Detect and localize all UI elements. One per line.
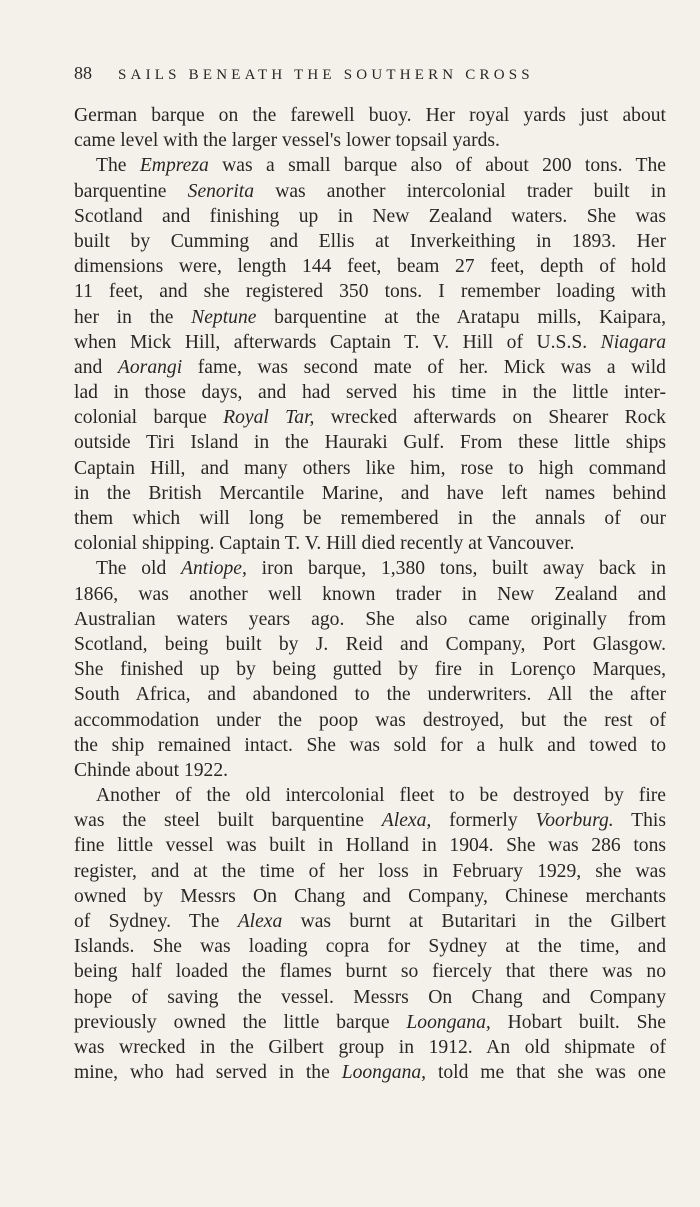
text-line: South Africa, and abandoned to the underwriters. All the after (74, 684, 666, 706)
ship-name: Senorita (187, 180, 255, 202)
body-text (74, 103, 666, 1085)
text-line: the ship remained intact. She was sold for a hulk and towed to (74, 734, 666, 756)
text-line: her in the Neptune barquentine at the Aratapu mills, Kaipara, (74, 306, 666, 328)
text-line: She finished up by being gutted by fire in Lorenço Marques, (74, 659, 666, 681)
text-line: 11 feet, and she registered 350 tons. I remember loading with (74, 281, 666, 303)
text-line: Captain Hill, and many others like him, rose to high command (74, 457, 666, 479)
ship-name: Alexa (237, 911, 283, 932)
text-line: of Sydney. The Alexa was burnt at Butaritari in the Gilbert (74, 911, 666, 932)
text-line: them which will long be remembered in the annals of our (74, 508, 666, 529)
text-line: and Aorangi fame, was second mate of her. Mick was a wild (74, 356, 666, 378)
ship-name: Voorburg. (535, 810, 614, 832)
ship-name: Antiope, (181, 558, 247, 580)
text-line: was the steel built barquentine Alexa, formerly Voorburg. This (74, 810, 666, 832)
text-line: Australian waters years ago. She also came originally from (74, 608, 666, 630)
ship-name: Aorangi (117, 356, 183, 378)
text-line: mine, who had served in the Loongana, told me that she was one (74, 1062, 666, 1084)
text-line: Scotland and finishing up in New Zealand waters. She was (74, 205, 666, 227)
text-line: German barque on the farewell buoy. Her royal yards just about (74, 105, 666, 126)
text-line: lad in those days, and had served his time in the little inter- (74, 382, 666, 404)
text-line: Scotland, being built by J. Reid and Company, Port Glasgow. (74, 633, 666, 655)
text-line: when Mick Hill, afterwards Captain T. V. Hill of U.S.S. Niagara (74, 331, 666, 353)
ship-name: Neptune (191, 306, 257, 328)
running-title: SAILS BENEATH THE SOUTHERN CROSS (118, 67, 534, 83)
text-line: in the British Mercantile Marine, and have left names behind (74, 482, 666, 504)
text-line: was wrecked in the Gilbert group in 1912. An old shipmate of (74, 1036, 666, 1058)
text-line: fine little vessel was built in Holland in 1904. She was 286 tons (74, 835, 666, 857)
page-number: 88 (74, 63, 92, 83)
text-line: Islands. She was loading copra for Sydney at the time, and (74, 936, 666, 958)
page-header (74, 63, 642, 84)
text-line: hope of saving the vessel. Messrs On Chang and Company (74, 986, 666, 1008)
ship-name: Alexa, (381, 810, 432, 832)
ship-name: Niagara (600, 331, 666, 353)
ship-name: Royal Tar, (223, 407, 315, 429)
text-line: The Empreza was a small barque also of about 200 tons. The (96, 155, 666, 177)
text-line: previously owned the little barque Loongana, Hobart built. She (74, 1011, 666, 1033)
ship-name: Empreza (139, 155, 209, 177)
text-line: outside Tiri Island in the Hauraki Gulf. From these little ships (74, 432, 666, 454)
text-line: being half loaded the flames burnt so fiercely that there was no (74, 961, 666, 983)
text-line: Another of the old intercolonial fleet to be destroyed by fire (96, 785, 666, 807)
text-line: barquentine Senorita was another intercolonial trader built in (74, 180, 666, 202)
ship-name: Loongana, (406, 1011, 491, 1033)
text-line: built by Cumming and Ellis at Inverkeithing in 1893. Her (74, 230, 666, 252)
text-line: Chinde about 1922. (74, 759, 229, 781)
text-line: The old Antiope, iron barque, 1,380 tons, built away back in (96, 558, 666, 580)
ship-name: Loongana, (341, 1062, 427, 1084)
text-line: register, and at the time of her loss in February 1929, she was (74, 860, 666, 882)
text-line: accommodation under the poop was destroyed, but the rest of (74, 709, 666, 731)
text-line: dimensions were, length 144 feet, beam 27 feet, depth of hold (74, 256, 666, 278)
text-line: colonial barque Royal Tar, wrecked afterwards on Shearer Rock (74, 407, 666, 429)
text-line: came level with the larger vessel's lower topsail yards. (74, 130, 500, 152)
text-line: 1866, was another well known trader in New Zealand and (74, 583, 666, 605)
text-line: owned by Messrs On Chang and Company, Chinese merchants (74, 885, 666, 907)
text-line: colonial shipping. Captain T. V. Hill died recently at Vancouver. (74, 533, 575, 555)
